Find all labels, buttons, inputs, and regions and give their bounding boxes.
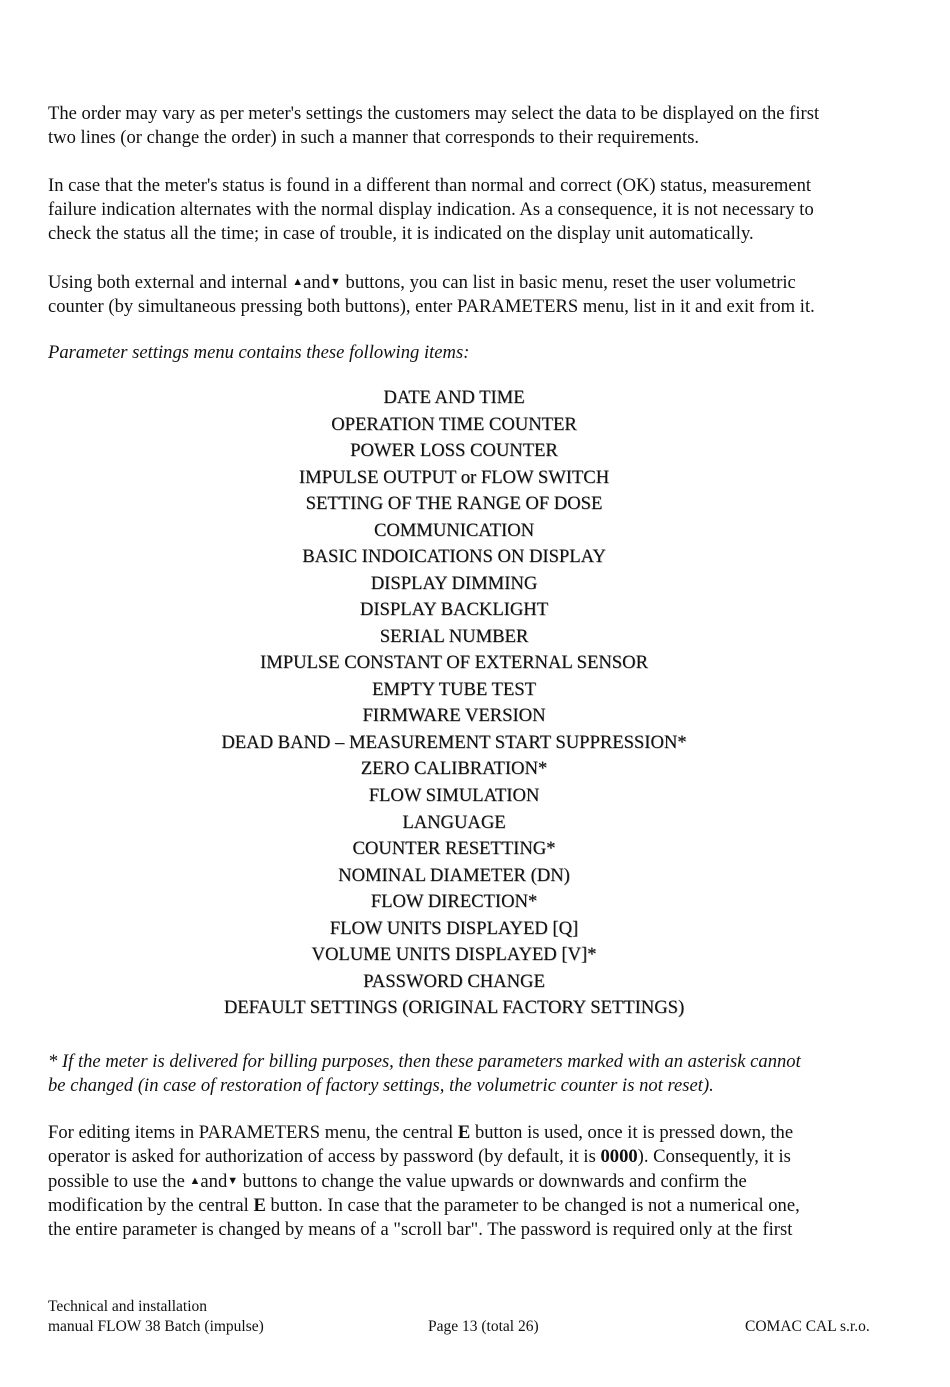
up-arrow-icon: ▲ bbox=[292, 276, 304, 288]
text-segment: and bbox=[303, 272, 330, 293]
menu-item: DEAD BAND – MEASUREMENT START SUPPRESSION* bbox=[221, 731, 687, 753]
menu-item: DEFAULT SETTINGS (ORIGINAL FACTORY SETTINGS) bbox=[223, 997, 685, 1019]
menu-item: IMPULSE OUTPUT or FLOW SWITCH bbox=[298, 466, 610, 488]
text-segment: ). Consequently, it is bbox=[637, 1146, 791, 1167]
footer-line: Technical and installation bbox=[48, 1298, 208, 1315]
text-line: be changed (in case of restoration of factory settings, the volumetric counter is not reset). bbox=[48, 1075, 714, 1096]
text-segment: buttons, you can list in basic menu, reset the user volumetric bbox=[340, 272, 796, 293]
paragraph-status-indication bbox=[48, 174, 900, 246]
text-line: The order may vary as per meter's settings the customers may select the data to be displayed on the first bbox=[48, 103, 820, 124]
text-line: In case that the meter's status is found in a different than normal and correct (OK) status, measurement bbox=[48, 175, 812, 196]
menu-item: COMMUNICATION bbox=[373, 519, 535, 541]
up-arrow-icon: ▲ bbox=[189, 1175, 201, 1187]
text-segment: modification by the central bbox=[48, 1195, 254, 1216]
text-line bbox=[48, 1145, 900, 1169]
menu-item: OPERATION TIME COUNTER bbox=[331, 413, 577, 435]
text-line bbox=[48, 1121, 900, 1145]
default-password: 0000 bbox=[600, 1146, 638, 1167]
menu-item: FLOW DIRECTION* bbox=[370, 891, 538, 913]
text-line: Parameter settings menu contains these following items: bbox=[48, 342, 470, 363]
text-line bbox=[48, 1194, 900, 1218]
paragraph-buttons-usage bbox=[48, 270, 900, 319]
text-line bbox=[48, 1169, 900, 1194]
menu-item: EMPTY TUBE TEST bbox=[372, 678, 536, 700]
text-segment: For editing items in PARAMETERS menu, the central bbox=[48, 1122, 458, 1143]
text-line: the entire parameter is changed by means of a "scroll bar". The password is required only at the first bbox=[48, 1219, 793, 1240]
menu-item: ZERO CALIBRATION* bbox=[360, 758, 548, 780]
footer-company: COMAC CAL s.r.o. bbox=[745, 1318, 870, 1335]
menu-item: NOMINAL DIAMETER (DN) bbox=[338, 864, 570, 886]
menu-item: DISPLAY BACKLIGHT bbox=[359, 599, 549, 621]
menu-item: BASIC INDOICATIONS ON DISPLAY bbox=[302, 546, 606, 568]
text-line: counter (by simultaneous pressing both buttons), enter PARAMETERS menu, list in it and exit from it. bbox=[48, 296, 815, 317]
text-line: failure indication alternates with the normal display indication. As a consequence, it is not necessary to bbox=[48, 199, 814, 220]
menu-item: LANGUAGE bbox=[402, 811, 506, 833]
menu-item: SERIAL NUMBER bbox=[379, 625, 529, 647]
paragraph-display-order bbox=[48, 102, 900, 150]
text-line: check the status all the time; in case of trouble, it is indicated on the display unit automatically. bbox=[48, 223, 754, 244]
footer-manual-title bbox=[48, 1297, 264, 1337]
menu-item: PASSWORD CHANGE bbox=[363, 970, 545, 992]
footer-line: manual FLOW 38 Batch (impulse) bbox=[48, 1318, 264, 1335]
down-arrow-icon: ▼ bbox=[329, 276, 341, 288]
menu-item: DISPLAY DIMMING bbox=[370, 572, 538, 594]
text-segment: buttons to change the value upwards or downwards and confirm the bbox=[238, 1171, 747, 1192]
text-line: * If the meter is delivered for billing purposes, then these parameters marked with an asterisk cannot bbox=[48, 1051, 801, 1072]
e-button-label: E bbox=[457, 1122, 471, 1143]
parameter-menu-list bbox=[0, 385, 908, 1022]
menu-item: IMPULSE CONSTANT OF EXTERNAL SENSOR bbox=[260, 652, 648, 674]
e-button-label: E bbox=[253, 1195, 266, 1216]
menu-item: VOLUME UNITS DISPLAYED [V]* bbox=[311, 944, 597, 966]
menu-intro bbox=[48, 341, 900, 365]
menu-item: COUNTER RESETTING* bbox=[352, 838, 556, 860]
text-segment: button. In case that the parameter to be changed is not a numerical one, bbox=[265, 1195, 800, 1216]
menu-item: FLOW UNITS DISPLAYED [Q] bbox=[329, 917, 579, 939]
text-segment: possible to use the bbox=[48, 1171, 190, 1192]
down-arrow-icon: ▼ bbox=[227, 1175, 239, 1187]
menu-item: FLOW SIMULATION bbox=[368, 784, 540, 806]
text-segment: Using both external and internal bbox=[48, 272, 293, 293]
menu-item: SETTING OF THE RANGE OF DOSE bbox=[305, 493, 603, 515]
text-line bbox=[48, 270, 900, 295]
menu-item: FIRMWARE VERSION bbox=[362, 705, 546, 727]
paragraph-editing-parameters bbox=[48, 1121, 900, 1242]
menu-item: DATE AND TIME bbox=[383, 387, 525, 408]
footer-page-number: Page 13 (total 26) bbox=[428, 1318, 539, 1335]
text-segment: button is used, once it is pressed down, the bbox=[470, 1122, 794, 1143]
footnote-asterisk bbox=[48, 1050, 900, 1098]
menu-item: POWER LOSS COUNTER bbox=[350, 440, 558, 462]
text-segment: and bbox=[200, 1171, 228, 1192]
text-line: two lines (or change the order) in such a manner that corresponds to their requirements. bbox=[48, 127, 700, 148]
text-segment: operator is asked for authorization of access by password (by default, it is bbox=[48, 1146, 601, 1167]
